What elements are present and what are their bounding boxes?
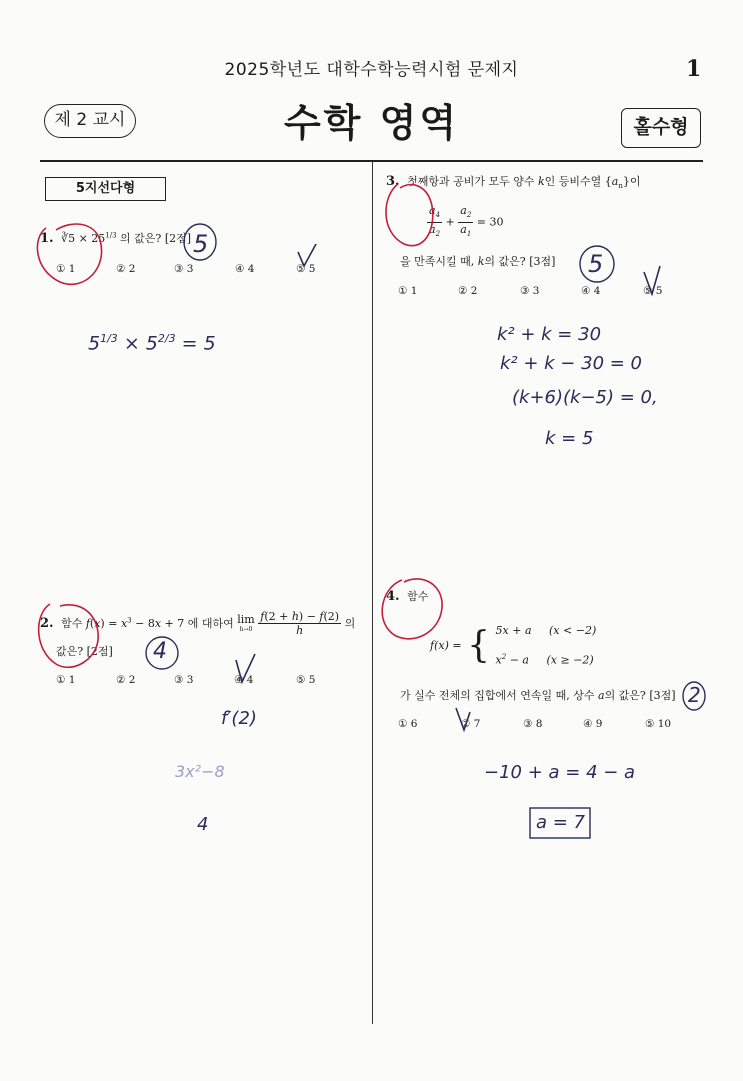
session-badge: 제 2 교시 xyxy=(44,104,136,138)
handwritten-answer: 5 xyxy=(193,230,209,258)
handwritten-work: (k+6)(k−5) = 0, xyxy=(512,387,658,408)
choice[interactable]: ③ 3 xyxy=(174,263,194,275)
question-3-cont: 을 만족시킬 때, k의 값은? [3점] xyxy=(400,255,556,268)
question-number: 4. xyxy=(386,589,400,604)
question-number: 3. xyxy=(386,174,400,189)
exam-header-line: 2025학년도 대학수학능력시험 문제지 xyxy=(224,60,519,80)
choice[interactable]: ③ 3 xyxy=(174,674,194,686)
form-type-badge: 홀수형 xyxy=(621,108,701,148)
choice[interactable]: ① 1 xyxy=(56,674,76,686)
question-3 xyxy=(386,173,640,190)
choice[interactable]: ④ 9 xyxy=(583,718,603,730)
handwritten-work: a = 7 xyxy=(536,812,586,833)
choice[interactable]: ⑤ 10 xyxy=(645,718,672,730)
handwritten-work: k = 5 xyxy=(545,428,594,449)
section-label: 5지선다형 xyxy=(45,177,166,201)
question-stem: 첫째항과 공비가 모두 양수 k인 등비수열 $\{a_n\}$이 xyxy=(407,175,641,191)
handwritten-work: $5^{1/3} \times 5^{2/3} = 5$ xyxy=(88,332,216,355)
choice[interactable]: ⑤ 5 xyxy=(296,263,316,275)
red-circle-mark xyxy=(386,184,433,246)
question-stem: ∛5 × $25^{1/3}$ 의 값은? [2점] xyxy=(61,231,192,245)
column-divider xyxy=(372,162,373,1024)
choice[interactable]: ④ 4 xyxy=(234,674,254,686)
choice[interactable]: ④ 4 xyxy=(235,263,255,275)
question-stem: 함수 $f(x) = x^3 - 8x + 7$ 에 대하여 lim h→0 $\frac{f(2 + h) - f(2)}{h}$ 의 xyxy=(61,610,356,637)
choice[interactable]: ① 1 xyxy=(398,285,418,297)
page-number: 1 xyxy=(686,56,702,82)
question-4-cont: 가 실수 전체의 집합에서 연속일 때, 상수 a의 값은? [3점] xyxy=(400,689,676,702)
question-4 xyxy=(386,588,428,604)
question-1 xyxy=(40,230,191,246)
choice[interactable]: ③ 8 xyxy=(523,718,543,730)
choice[interactable]: ① 1 xyxy=(56,263,76,275)
handwritten-work: f′(2) xyxy=(221,708,257,729)
handwritten-work: −10 + a = 4 − a xyxy=(484,762,636,783)
choice[interactable]: ⑤ 5 xyxy=(643,285,663,297)
question-number: 1. xyxy=(40,231,54,246)
handwritten-work: k² + k = 30 xyxy=(497,324,602,345)
question-stem: 함수 xyxy=(407,590,429,603)
choice[interactable]: ① 6 xyxy=(398,718,418,730)
question-2 xyxy=(40,610,355,637)
handwritten-answer: 2 xyxy=(688,683,701,707)
handwritten-answer: 5 xyxy=(588,250,604,278)
subject-title: 수학 영역 xyxy=(283,101,460,145)
choice[interactable]: ② 2 xyxy=(458,285,478,297)
question-number: 2. xyxy=(40,615,54,631)
question-4-formula: f(x) = { 5x + a (x < −2) $x^2 - a$ (x ≥ −2) xyxy=(430,624,597,667)
choice[interactable]: ③ 3 xyxy=(520,285,540,297)
handwritten-work: 4 xyxy=(197,814,209,835)
question-2-cont: 값은? [2점] xyxy=(56,645,113,658)
handwritten-work: k² + k − 30 = 0 xyxy=(500,353,642,374)
choice[interactable]: ② 2 xyxy=(116,263,136,275)
choice[interactable]: ⑤ 5 xyxy=(296,674,316,686)
question-3-formula: $\frac{a_4}{a_2}$ + $\frac{a_2}{a_1}$ = 30 xyxy=(429,204,504,239)
handwritten-work: 3x²−8 xyxy=(175,762,225,781)
handwritten-answer: 4 xyxy=(153,639,167,664)
choice[interactable]: ④ 4 xyxy=(581,285,601,297)
choice[interactable]: ② 7 xyxy=(461,718,481,730)
choice[interactable]: ② 2 xyxy=(116,674,136,686)
